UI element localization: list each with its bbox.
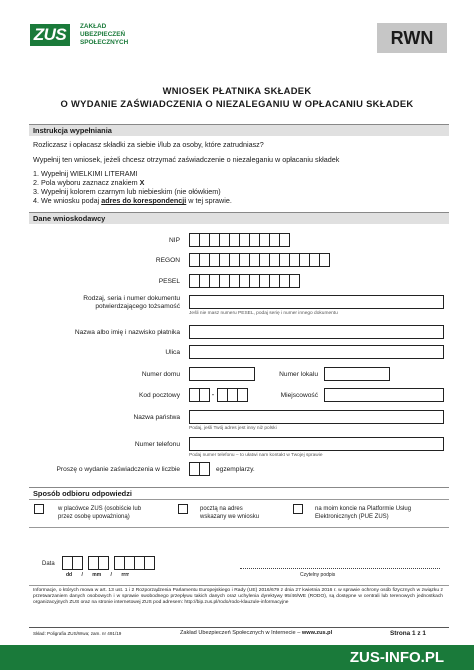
instruction-item-1: 1. Wypełnij WIELKIMI LITERAMI	[33, 169, 138, 178]
footer-org-text: Zakład Ubezpieczeń Społecznych w Internecie –	[180, 630, 301, 636]
instruction-mark: X	[139, 178, 145, 187]
instruction-item-4-end: w tej sprawie.	[188, 196, 232, 205]
form-title-line1: WNIOSEK PŁATNIKA SKŁADEK	[162, 85, 312, 96]
info-divider	[29, 585, 449, 586]
house-number-label: Numer domu	[141, 371, 180, 378]
delivery-heading: Sposób odbioru odpowiedzi	[29, 487, 449, 499]
copies-field[interactable]	[189, 462, 209, 476]
print-info: Skład: Poligrafia ZUS/Wwa; zam. nr 491/19	[33, 631, 122, 636]
delivery-option-office	[58, 505, 141, 521]
page-number: Strona 1 z 1	[390, 630, 426, 637]
delivery-option-post	[200, 505, 259, 521]
phone-input[interactable]	[189, 437, 444, 451]
document-label-line2: potwierdzającego tożsamość	[95, 303, 180, 310]
postcode-field[interactable]	[189, 388, 247, 402]
nip-cell[interactable]	[279, 233, 290, 247]
org-name-line2: UBEZPIECZEŃ	[80, 31, 126, 38]
nip-label: NIP	[169, 237, 180, 244]
document-input[interactable]	[189, 295, 444, 309]
delivery-option-pue	[315, 505, 411, 521]
payer-name-label: Nazwa albo imię i nazwisko płatnika	[74, 329, 180, 336]
street-label: Ulica	[165, 349, 180, 356]
postcode-label: Kod pocztowy	[138, 392, 180, 399]
delivery-option-post-line1: pocztą na adres	[200, 506, 243, 512]
instruction-item-2-text: 2. Pola wyboru zaznacz znakiem	[33, 178, 138, 187]
org-name-line3: SPOŁECZNYCH	[80, 39, 129, 46]
instructions-heading: Instrukcja wypełniania	[29, 124, 449, 136]
org-name	[80, 23, 128, 47]
instructions-question: Rozliczasz i opłacasz składki za siebie i/lub za osoby, które zatrudniasz?	[33, 140, 264, 149]
regon-cell[interactable]	[319, 253, 330, 267]
delivery-option-post-line2: wskazany we wniosku	[200, 514, 260, 520]
postcode-cell[interactable]	[237, 388, 248, 402]
footer-banner: ZUS-INFO.PL	[0, 645, 474, 670]
delivery-option-office-line2: przez osobę upoważnioną)	[58, 514, 130, 520]
date-label: Data	[42, 561, 55, 567]
phone-label: Numer telefonu	[134, 441, 180, 448]
instruction-item-4-text: 4. We wniosku podaj	[33, 196, 100, 205]
copies-suffix: egzemplarzy.	[216, 466, 255, 473]
document-label-line1: Rodzaj, seria i numer dokumentu	[83, 295, 180, 302]
rodo-info: Informacje, o których mowa w art. 13 ust. 1 i 2 Rozporządzenia Parlamentu Europejskiego i Rady (UE) 2016/679 z dnia 27 kwietnia 2016 r. w sprawie ochrony osób fizycznych w związku z przetwarzaniem danych osobowych i w sprawie swobodnego przepływu takich danych oraz uchylenia dyrektywy 95/46/WE (RODO), są dostępne w centrali lub terenowych jednostkach organizacyjnych ZUS oraz na stronie internetowej ZUS pod adresem: http://bip.zus.pl/rodo/rodo-klauzule-informacyjne	[33, 588, 443, 606]
city-label: Miejscowość	[280, 392, 318, 399]
instruction-item-3: 3. Wypełnij kolorem czarnym lub niebieskim (nie ołówkiem)	[33, 187, 221, 196]
regon-label: REGON	[155, 257, 180, 264]
country-input[interactable]	[189, 410, 444, 424]
street-input[interactable]	[189, 345, 444, 359]
house-number-input[interactable]	[189, 367, 255, 381]
delivery-divider	[29, 499, 449, 500]
delivery-option-pue-line2: Elektronicznych (PUE ZUS)	[315, 514, 389, 520]
instruction-item-2	[33, 178, 144, 187]
regon-field[interactable]	[189, 253, 329, 267]
zus-logo: ZUS	[30, 24, 70, 46]
flat-number-input[interactable]	[324, 367, 390, 381]
copies-cell[interactable]	[199, 462, 210, 476]
country-hint: Podaj, jeśli Twój adres jest inny niż polski	[189, 426, 277, 431]
form-title-line2: O WYDANIE ZAŚWIADCZENIA O NIEZALEGANIU W OPŁACANIU SKŁADEK	[60, 98, 414, 109]
flat-number-label: Numer lokalu	[279, 371, 318, 378]
pesel-cell[interactable]	[289, 274, 300, 288]
payer-name-input[interactable]	[189, 325, 444, 339]
delivery-option-pue-line1: na moim koncie na Platformie Usług	[315, 506, 412, 512]
form-code: RWN	[377, 23, 447, 53]
delivery-option-pue-checkbox[interactable]	[293, 504, 303, 514]
date-format: dd / mm / rrrr	[66, 572, 130, 578]
copies-label: Proszę o wydanie zaświadczenia w liczbie	[56, 466, 180, 473]
footer-divider	[29, 627, 449, 628]
pesel-field[interactable]	[189, 274, 299, 288]
date-field[interactable]	[62, 556, 154, 570]
country-label: Nazwa państwa	[133, 414, 180, 421]
delivery-option-post-checkbox[interactable]	[178, 504, 188, 514]
city-input[interactable]	[324, 388, 444, 402]
delivery-option-office-line1: w placówce ZUS (osobiście lub	[58, 506, 142, 512]
delivery-bottom-divider	[29, 527, 449, 528]
signature-line[interactable]	[240, 568, 440, 569]
instructions-intro: Wypełnij ten wniosek, jeżeli chcesz otrzymać zaświadczenie o niezaleganiu w opłacaniu składek	[33, 155, 340, 164]
instruction-item-4	[33, 196, 232, 205]
document-hint: Jeśli nie masz numeru PESEL, podaj serię i numer innego dokumentu	[189, 311, 338, 316]
delivery-option-office-checkbox[interactable]	[34, 504, 44, 514]
footer-org	[180, 630, 332, 636]
footer-website-link[interactable]: www.zus.pl	[301, 630, 333, 636]
date-cell[interactable]	[144, 556, 155, 570]
instruction-item-4-bold: adres do korespondencji	[101, 196, 187, 205]
org-name-line1: ZAKŁAD	[80, 23, 107, 30]
nip-field[interactable]	[189, 233, 289, 247]
postcode-dash: -	[211, 390, 215, 399]
signature-label: Czytelny podpis	[300, 572, 336, 578]
applicant-heading: Dane wnioskodawcy	[29, 212, 449, 224]
phone-hint: Podaj numer telefonu – to ułatwi nam kontakt w Twojej sprawie	[189, 453, 323, 458]
document-label	[30, 295, 180, 311]
pesel-label: PESEL	[158, 278, 180, 285]
